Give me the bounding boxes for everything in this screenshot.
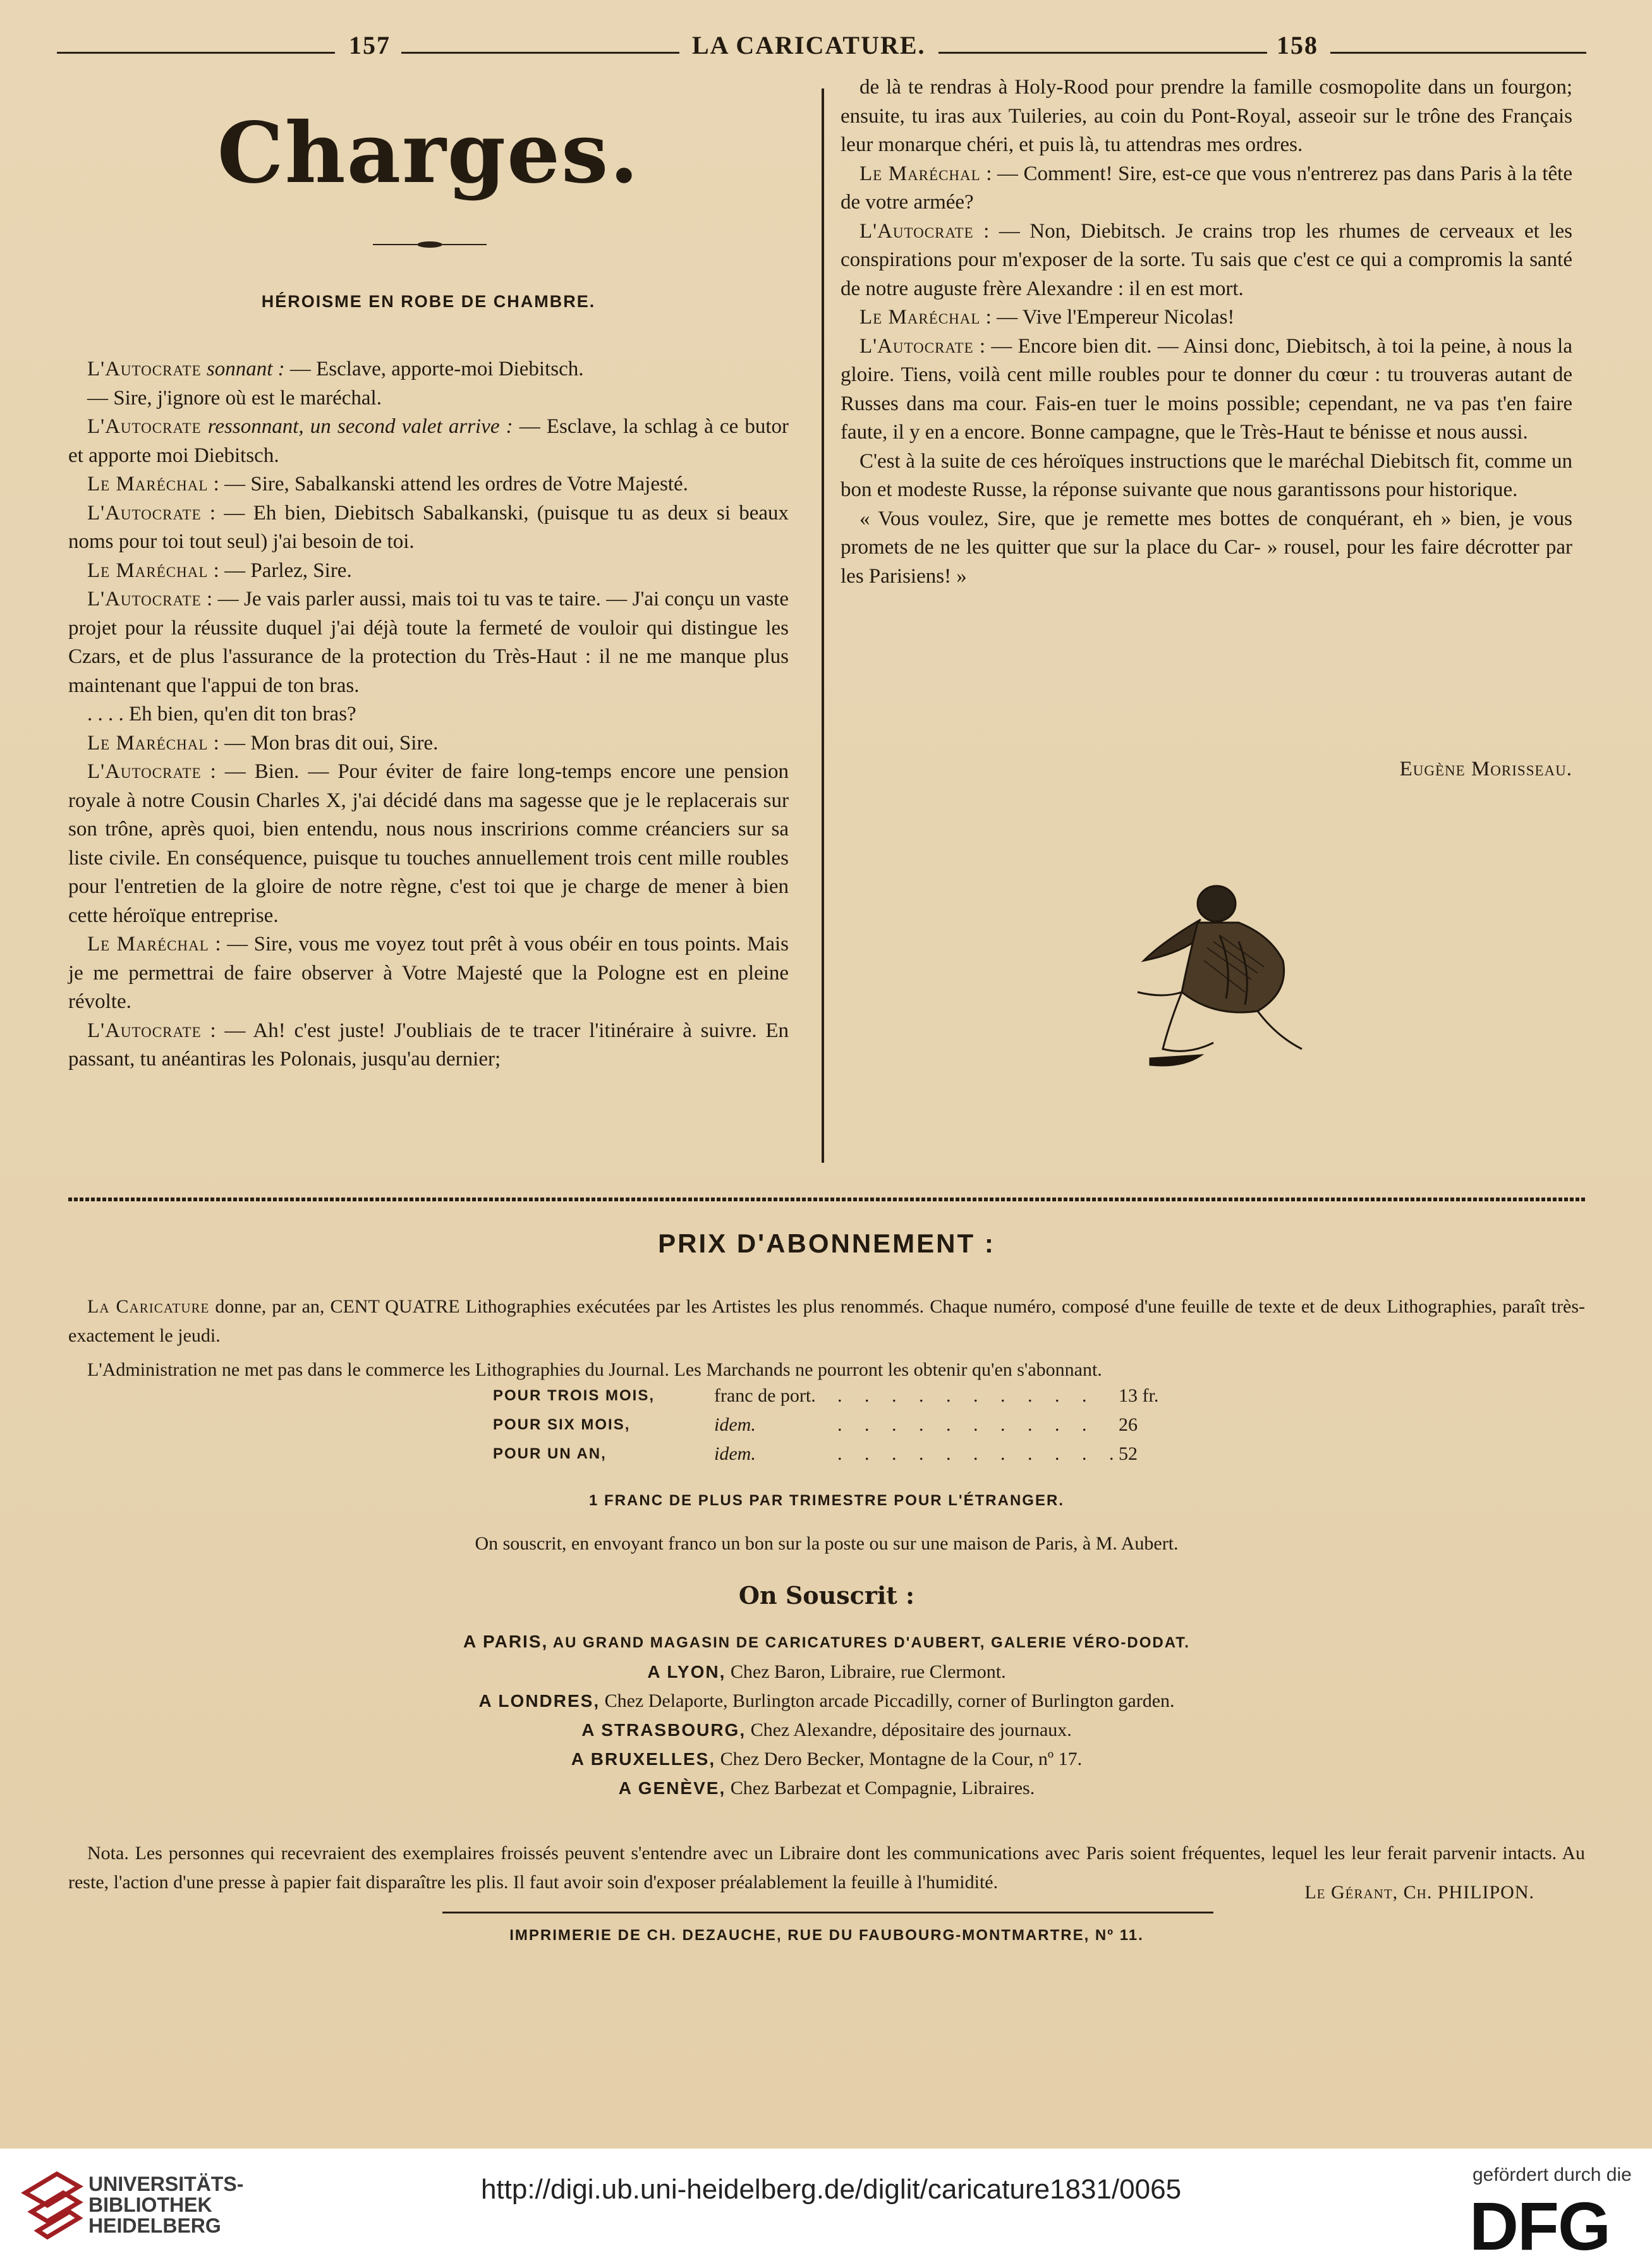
funded-by-text: gefördert durch die <box>1473 2164 1632 2185</box>
price-note: idem. <box>714 1443 756 1464</box>
dialogue-text: — Sire, j'ignore où est le maréchal. <box>87 386 382 409</box>
library-line-1: UNIVERSITÄTS- <box>88 2173 244 2195</box>
paragraph <box>68 1017 789 1074</box>
price-value: 13 fr. <box>1119 1385 1159 1406</box>
paragraph <box>68 384 789 413</box>
page-number-left: 157 <box>349 31 391 59</box>
price-value: 52 <box>1119 1443 1138 1464</box>
paragraph <box>841 332 1572 447</box>
dialogue-text: C'est à la suite de ces héroïques instructions que le maréchal Diebitsch fit, comme un bon et modeste Russe, la réponse suivante que nous garantissons pour historique. <box>841 449 1572 501</box>
speaker-name: Le Maréchal <box>87 559 209 582</box>
price-note: franc de port. <box>714 1385 816 1406</box>
place-city: A STRASBOURG, <box>581 1720 746 1740</box>
subscription-place <box>68 1716 1585 1745</box>
library-line-2: BIBLIOTHEK <box>88 2193 212 2216</box>
place-city: A LONDRES, <box>478 1691 600 1711</box>
gerant <box>68 1878 1591 1907</box>
paragraph <box>68 413 789 470</box>
place-detail: Chez Baron, Libraire, rue Clermont. <box>730 1661 1006 1682</box>
foreign-surcharge: 1 FRANC DE PLUS PAR TRIMESTRE POUR L'ÉTRANGER. <box>589 1492 1064 1509</box>
paragraph <box>68 470 789 499</box>
dialogue-text: . . . . Eh bien, qu'en dit ton bras? <box>87 703 356 725</box>
article-subtitle: HÉROISME EN ROBE DE CHAMBRE. <box>261 292 596 311</box>
price-table <box>493 1381 1188 1469</box>
subscription-place <box>68 1745 1585 1774</box>
on-souscrit-heading: On Souscrit : <box>738 1581 915 1610</box>
dialogue-text: — Sire, Sabalkanski attend les ordres de Votre Majesté. <box>219 473 688 495</box>
stage-direction: : <box>980 306 992 329</box>
price-label: POUR TROIS MOIS, <box>493 1387 655 1404</box>
place-detail: Chez Alexandre, dépositaire des journaux. <box>750 1719 1072 1740</box>
place-detail: Chez Delaporte, Burlington arcade Piccadilly, corner of Burlington garden. <box>604 1690 1175 1711</box>
article-title: Charges. <box>217 104 640 202</box>
price-note: idem. <box>714 1414 756 1435</box>
paragraph <box>68 758 789 930</box>
subscription-intro <box>68 1292 1585 1350</box>
price-label: POUR SIX MOIS, <box>493 1416 631 1433</box>
journal-name: La Caricature <box>87 1296 210 1317</box>
place-detail: Chez Barbezat et Compagnie, Libraires. <box>730 1778 1035 1798</box>
source-url-link[interactable]: http://digi.ub.uni-heidelberg.de/diglit/caricature1831/0065 <box>480 2174 1182 2205</box>
price-value: 26 <box>1119 1414 1138 1435</box>
price-dots: . . . . . . . . . . . <box>837 1443 1123 1464</box>
right-column <box>841 73 1572 591</box>
paragraph <box>68 355 789 384</box>
speaker-name: L'Autocrate <box>859 219 974 243</box>
subscription-admin: L'Administration ne met pas dans le commerce les Lithographies du Journal. Les Marchands ne pourront les obtenir qu'en s'abonnant. <box>87 1359 1102 1380</box>
subscription-heading: PRIX D'ABONNEMENT : <box>658 1228 995 1258</box>
author-signature <box>841 758 1629 781</box>
dialogue-text: — Bien. — Pour éviter de faire long-temps encore une pension royale à notre Cousin Charles X, j'ai décidé dans ma sagesse que je le replacerais sur son trône, après quoi, bien entendu, nous nous inscririons comme créanciers sur sa liste civile. En conséquence, puisque tu touches annuellement trois cent mille roubles pour l'entretien de la gloire de notre règne, c'est toi que je charge de mener à bien cette héroïque entreprise. <box>68 760 789 927</box>
dialogue-text: — Non, Diebitsch. Je crains trop les rhumes de cerveaux et les conspirations pour m'exposer de la sorte. Tu sais que c'est ce qui a compromis la santé de notre auguste frère Alexandre : il en est mort. <box>841 219 1573 300</box>
price-dots: . . . . . . . . . . <box>837 1414 1096 1435</box>
page-header <box>57 19 1586 57</box>
price-dots: . . . . . . . . . . <box>837 1385 1096 1406</box>
dialogue-text: — Sire, vous me voyez tout prêt à vous obéir en tous points. Mais je me permettrai de faire observer à Votre Majesté que la Pologne est en pleine révolte. <box>68 933 789 1013</box>
dfg-logo[interactable]: DFG <box>1469 2188 1610 2264</box>
speaker-name: L'Autocrate <box>87 588 202 610</box>
subscription-place <box>68 1658 1585 1687</box>
place-city: A GENÈVE, <box>618 1778 726 1798</box>
paragraph <box>841 505 1572 591</box>
place-city: A LYON, <box>647 1662 726 1682</box>
how-to-subscribe: On souscrit, en envoyant franco un bon sur la poste ou sur une maison de Paris, à M. Aubert. <box>475 1533 1179 1554</box>
speaker-name: Le Maréchal <box>87 731 209 755</box>
bottom-rule <box>442 1912 1213 1913</box>
section-divider <box>68 1196 1585 1203</box>
gerant-text: Le Gérant, Ch. PHILIPON. <box>1304 1882 1534 1903</box>
paragraph <box>68 557 789 586</box>
price-row <box>493 1381 1188 1410</box>
journal-title: LA CARICATURE. <box>692 31 926 59</box>
left-column <box>68 355 789 1074</box>
place-city: A PARIS, <box>463 1632 549 1651</box>
speaker-name: L'Autocrate <box>87 358 202 380</box>
stage-direction: ressonnant, un second valet arrive : <box>201 415 513 438</box>
stage-direction: : <box>980 162 992 185</box>
paragraph <box>841 217 1572 304</box>
paragraph <box>68 700 789 729</box>
place-detail: Chez Dero Becker, Montagne de la Cour, nº 17. <box>720 1749 1083 1769</box>
place-detail: AU GRAND MAGASIN DE CARICATURES D'AUBERT, GALERIE VÉRO-DODAT. <box>552 1634 1190 1651</box>
price-row <box>493 1410 1188 1440</box>
stage-direction: sonnant : <box>201 358 285 380</box>
stage-direction: : <box>209 933 221 955</box>
speaker-name: L'Autocrate <box>87 415 202 438</box>
stage-direction: : <box>208 473 219 495</box>
stage-direction: : <box>208 731 219 755</box>
ornament-divider <box>373 240 487 249</box>
speaker-name: Le Maréchal <box>87 933 209 955</box>
signature-text: Eugène Morisseau. <box>1399 758 1572 780</box>
speaker-name: Le Maréchal <box>87 473 209 495</box>
library-line-3: HEIDELBERG <box>88 2214 221 2237</box>
subscription-places <box>68 1627 1585 1803</box>
stage-direction: : <box>201 501 216 525</box>
paragraph <box>68 729 789 758</box>
paragraph <box>841 447 1572 505</box>
stage-direction: : <box>201 760 216 783</box>
stage-direction: : <box>973 219 990 243</box>
stage-direction: : <box>208 559 219 582</box>
dialogue-text: — Je vais parler aussi, mais toi tu vas te taire. — J'ai conçu un vaste projet pour la réussite duquel j'ai déjà toute la fermeté de vouloir qui distingue les Czars, et de plus l'assurance de la protection du Très-Haut : il ne me manque plus maintenant que l'appui de ton bras. <box>68 588 789 697</box>
speaker-name: L'Autocrate <box>87 760 202 783</box>
header-rule-mid-left <box>401 52 679 54</box>
stage-direction: : <box>201 1019 216 1042</box>
header-rule-right <box>1330 52 1586 54</box>
vignette-illustration <box>1125 866 1321 1074</box>
place-city: A BRUXELLES, <box>571 1749 716 1769</box>
dialogue-text: — Esclave, apporte-moi Diebitsch. <box>284 358 584 380</box>
paragraph <box>841 160 1572 217</box>
paragraph <box>68 499 789 557</box>
paragraph <box>68 930 789 1017</box>
page-number-right: 158 <box>1277 31 1318 59</box>
dialogue-text: — Esclave, la schlag à ce butor et apporte moi Diebitsch. <box>68 415 789 467</box>
subscription-place <box>68 1687 1585 1716</box>
dialogue-text: — Vive l'Empereur Nicolas! <box>991 306 1235 329</box>
speaker-name: Le Maréchal <box>859 306 981 329</box>
dialogue-text: — Comment! Sire, est-ce que vous n'entrerez pas dans Paris à la tête de votre armée? <box>841 162 1572 214</box>
header-rule-mid-right <box>938 52 1267 54</box>
speaker-name: L'Autocrate <box>87 1019 202 1042</box>
dialogue-text: — Mon bras dit oui, Sire. <box>219 731 439 755</box>
subscription-place <box>68 1627 1585 1658</box>
dialogue-text: de là te rendras à Holy-Rood pour prendre la famille cosmopolite dans un fourgon; ensuite, tu iras aux Tuileries, au coin du Pont-Royal, asseoir sur le trône des Français leur monarque chéri, et puis là, tu attendras mes ordres. <box>841 76 1572 156</box>
dialogue-text: — Eh bien, Diebitsch Sabalkanski, (puisque tu as deux si beaux noms pour toi tout seul) j'ai besoin de toi. <box>68 501 789 553</box>
paragraph <box>841 303 1572 332</box>
dialogue-text: — Encore bien dit. — Ainsi donc, Diebitsch, à toi la peine, à nous la gloire. Tiens, voilà cent mille roubles pour te donner du cœur : tu trouveras autant de Russes dans ma cour. Fais-en tuer le moins possible; cependant, ne va pas t'en faire faute, il y en a encore. Bonne campagne, que le Très-Haut te bénisse et nous aussi. <box>841 334 1572 444</box>
paragraph <box>841 73 1572 160</box>
paragraph <box>68 585 789 700</box>
subscription-place <box>68 1774 1585 1803</box>
speaker-name: L'Autocrate <box>87 501 202 525</box>
dialogue-text: — Parlez, Sire. <box>219 559 352 582</box>
dialogue-text: — Ah! c'est juste! J'oubliais de te tracer l'itinéraire à suivre. En passant, tu anéantiras les Polonais, jusqu'au dernier; <box>68 1019 789 1070</box>
price-row <box>493 1440 1188 1469</box>
library-name[interactable] <box>88 2174 243 2236</box>
stage-direction: : <box>973 334 986 358</box>
column-divider <box>822 88 824 1163</box>
dialogue-text: « Vous voulez, Sire, que je remette mes bottes de conquérant, eh » bien, je vous promets de ne les quitter que sur la place du Car- » rousel, pour les faire décrotter par les Parisiens! » <box>841 507 1572 588</box>
price-label: POUR UN AN, <box>493 1445 607 1462</box>
stage-direction: : <box>201 588 213 610</box>
speaker-name: L'Autocrate <box>859 334 974 358</box>
imprimerie: IMPRIMERIE DE CH. DEZAUCHE, RUE DU FAUBOURG-MONTMARTRE, Nº 11. <box>509 1927 1144 1944</box>
nota-text: Nota. Les personnes qui recevraient des exemplaires froissés peuvent s'entendre avec un Libraire dont les communications avec Paris soient fréquentes, lequel les leur ferait parvenir intacts. Au reste, l'action d'une presse à papier fait disparaître les plis. Il faut avoir soin d'exposer préalablement la feuille à l'humidité. <box>68 1843 1585 1893</box>
speaker-name: Le Maréchal <box>859 162 981 185</box>
header-rule-left <box>57 52 335 54</box>
intro-text: donne, par an, CENT QUATRE Lithographies exécutées par les Artistes les plus renommés. Chaque numéro, composé d'une feuille de texte et de deux Lithographies, paraît très-exactement le jeudi. <box>68 1296 1585 1346</box>
